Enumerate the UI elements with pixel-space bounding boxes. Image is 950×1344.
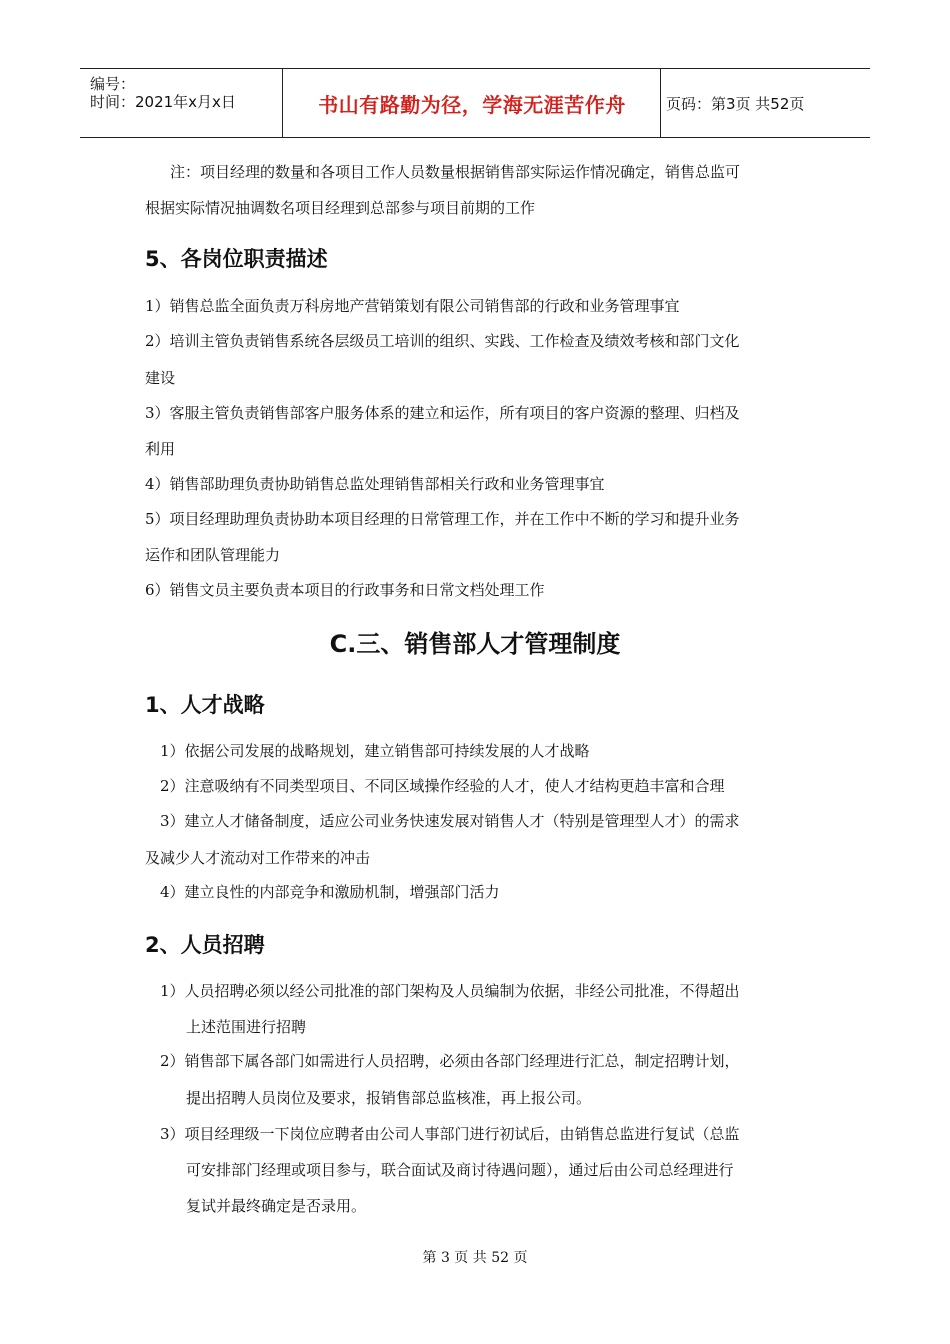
header-motto: 书山有路勤为径，学海无涯苦作舟 bbox=[318, 92, 626, 117]
recruit-item: 可安排部门经理或项目参与，联合面试及商讨待遇问题），通过后由公司总经理进行 bbox=[186, 1161, 734, 1179]
recruit-item: 提出招聘人员岗位及要求，报销售部总监核准，再上报公司。 bbox=[186, 1089, 592, 1107]
strategy-item: 及减少人才流动对工作带来的冲击 bbox=[145, 849, 371, 867]
header-meta-cell bbox=[80, 69, 283, 137]
duty-item: 6）销售文员主要负责本项目的行政事务和日常文档处理工作 bbox=[145, 581, 545, 599]
duty-item: 2）培训主管负责销售系统各层级员工培训的组织、实践、工作检查及绩效考核和部门文化 bbox=[145, 332, 740, 350]
duty-item: 建设 bbox=[145, 369, 176, 387]
note-line-1: 注：项目经理的数量和各项目工作人员数量根据销售部实际运作情况确定，销售总监可 bbox=[170, 163, 741, 181]
header-motto-cell bbox=[284, 69, 661, 137]
page-footer: 第 3 页 共 52 页 bbox=[422, 1250, 528, 1266]
header-page-cell bbox=[662, 69, 870, 137]
recruit-item: 2）销售部下属各部门如需进行人员招聘，必须由各部门经理进行汇总，制定招聘计划， bbox=[160, 1052, 740, 1070]
recruit-item: 上述范围进行招聘 bbox=[186, 1018, 307, 1036]
strategy-item: 2）注意吸纳有不同类型项目、不同区域操作经验的人才，使人才结构更趋丰富和合理 bbox=[160, 777, 725, 795]
duty-item: 3）客服主管负责销售部客户服务体系的建立和运作，所有项目的客户资源的整理、归档及 bbox=[145, 404, 740, 422]
doc-date-label: 时间：2021年x月x日 bbox=[90, 93, 236, 111]
strategy-item: 3）建立人才储备制度，适应公司业务快速发展对销售人才（特别是管理型人才）的需求 bbox=[160, 812, 740, 830]
note-line-2: 根据实际情况抽调数名项目经理到总部参与项目前期的工作 bbox=[145, 199, 536, 217]
recruit-item: 复试并最终确定是否录用。 bbox=[186, 1197, 367, 1215]
header-page-info: 页码：第3页 共52页 bbox=[666, 94, 805, 113]
duty-item: 5）项目经理助理负责协助本项目经理的日常管理工作，并在工作中不断的学习和提升业务 bbox=[145, 510, 740, 528]
document-header bbox=[80, 68, 870, 138]
duty-item: 1）销售总监全面负责万科房地产营销策划有限公司销售部的行政和业务管理事宜 bbox=[145, 297, 680, 315]
recruit-item: 1）人员招聘必须以经公司批准的部门架构及人员编制为依据，非经公司批准，不得超出 bbox=[160, 982, 740, 1000]
section-1-title: 1、人才战略 bbox=[145, 693, 265, 717]
strategy-item: 1）依据公司发展的战略规划，建立销售部可持续发展的人才战略 bbox=[160, 742, 590, 760]
section-5-title: 5、各岗位职责描述 bbox=[145, 247, 328, 271]
section-2-title: 2、人员招聘 bbox=[145, 933, 265, 957]
duty-item: 利用 bbox=[145, 440, 176, 458]
doc-number-label: 编号： bbox=[90, 75, 136, 93]
duty-item: 4）销售部助理负责协助销售总监处理销售部相关行政和业务管理事宜 bbox=[145, 475, 605, 493]
chapter-title: C.三、销售部人才管理制度 bbox=[329, 630, 621, 658]
strategy-item: 4）建立良性的内部竞争和激励机制，增强部门活力 bbox=[160, 883, 500, 901]
duty-item: 运作和团队管理能力 bbox=[145, 546, 281, 564]
recruit-item: 3）项目经理级一下岗位应聘者由公司人事部门进行初试后，由销售总监进行复试（总监 bbox=[160, 1125, 740, 1143]
